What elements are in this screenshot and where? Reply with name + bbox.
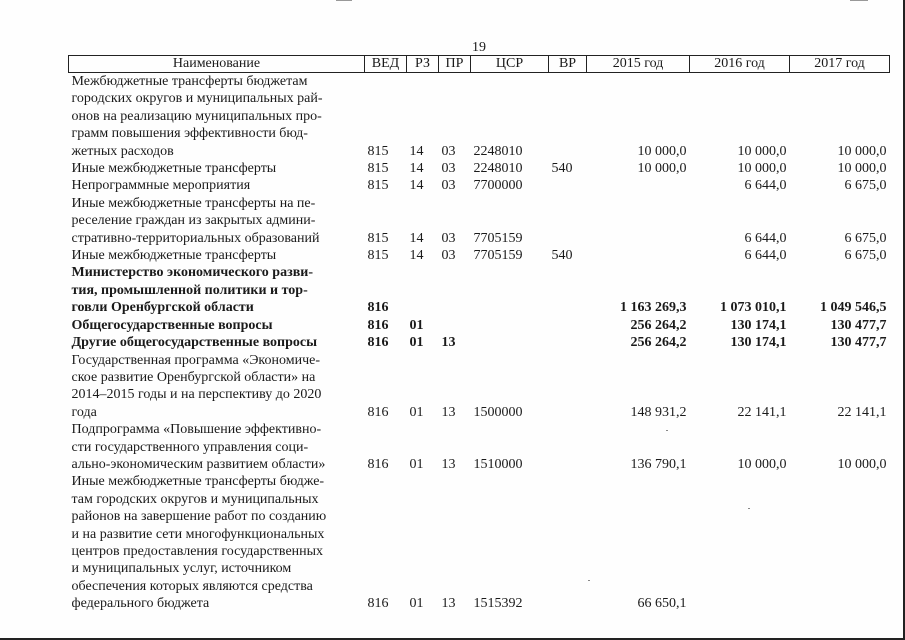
- ved-cell: 816: [367, 317, 389, 333]
- value-2015-cell: 10 000,0: [637, 161, 687, 177]
- vr-cell: [549, 317, 587, 334]
- ved-cell: 816: [367, 335, 389, 351]
- csr-cell: 2248010: [473, 161, 523, 177]
- row-name-line: говли Оренбургской области: [71, 300, 254, 316]
- row-name-line: Подпрограмма «Повышение эффективно-: [71, 422, 322, 438]
- row-name-line: городских округов и муниципальных рай-: [71, 91, 323, 107]
- value-2017-cell: 1 049 546,5: [820, 300, 887, 316]
- table-row: [69, 160, 890, 177]
- rz-cell: 14: [409, 248, 424, 264]
- csr-cell: 1500000: [473, 404, 523, 420]
- row-name-line: Иные межбюджетные трансферты: [71, 248, 277, 264]
- pr-cell: 13: [441, 404, 456, 420]
- table-row: [69, 352, 890, 422]
- rz-cell: 01: [409, 404, 424, 420]
- value-2016-cell: 10 000,0: [737, 456, 787, 472]
- row-name-cell: [69, 73, 365, 161]
- vr-cell: 540: [551, 248, 573, 264]
- value-2016-cell: [690, 473, 790, 612]
- scan-speck: [748, 508, 750, 509]
- value-2017-cell: 130 477,7: [830, 317, 887, 333]
- row-name-line: Министерство экономического разви-: [71, 265, 313, 281]
- vr-cell: [549, 473, 587, 612]
- value-2017-cell: 6 675,0: [844, 178, 887, 194]
- scan-speck: [588, 580, 590, 581]
- pr-cell: 03: [441, 248, 456, 264]
- scan-speck: [666, 430, 668, 431]
- table-row: [69, 421, 890, 473]
- row-name-cell: [69, 421, 365, 473]
- rz-cell: [407, 264, 439, 316]
- row-name-line: и на развитие сети многофункциональных: [71, 526, 325, 542]
- row-name-line: Другие общегосударственные вопросы: [71, 335, 318, 351]
- pr-cell: 03: [441, 143, 456, 159]
- ved-cell: 815: [367, 248, 389, 264]
- row-name-line: реселение граждан из закрытых админи-: [71, 213, 316, 229]
- page-number: 19: [472, 40, 486, 55]
- pr-cell: 13: [441, 456, 456, 472]
- pr-cell: 13: [441, 596, 456, 612]
- pr-cell: 03: [441, 230, 456, 246]
- rz-cell: 01: [409, 456, 424, 472]
- pr-cell: [439, 264, 471, 316]
- table-row: [69, 195, 890, 247]
- value-2016-cell: 10 000,0: [737, 143, 787, 159]
- ved-cell: 815: [367, 143, 389, 159]
- row-name-line: Межбюджетные трансферты бюджетам: [71, 74, 308, 89]
- vr-cell: [549, 177, 587, 194]
- ved-cell: 816: [367, 596, 389, 612]
- rz-cell: 01: [409, 335, 424, 351]
- csr-cell: 7705159: [473, 230, 523, 246]
- value-2015-cell: 1 163 269,3: [620, 300, 687, 316]
- row-name-cell: [69, 195, 365, 247]
- row-name-cell: [69, 473, 365, 612]
- row-name-line: ское развитие Оренбургской области» на: [71, 369, 316, 385]
- vr-cell: [549, 421, 587, 473]
- value-2015-cell: 66 650,1: [637, 596, 687, 612]
- header-2017: 2017 год: [790, 56, 890, 73]
- table-row: [69, 264, 890, 316]
- value-2017-cell: 10 000,0: [837, 161, 887, 177]
- row-name-line: года: [71, 404, 97, 420]
- value-2017-cell: 10 000,0: [837, 143, 887, 159]
- value-2017-cell: 10 000,0: [837, 456, 887, 472]
- table-header-row: [69, 56, 890, 73]
- row-name-line: 2014–2015 годы и на перспективу до 2020: [71, 387, 322, 403]
- header-csr: ЦСР: [471, 56, 549, 73]
- vr-cell: [549, 195, 587, 247]
- value-2017-cell: 130 477,7: [830, 335, 887, 351]
- pr-cell: [439, 317, 471, 334]
- ved-cell: 816: [367, 456, 389, 472]
- rz-cell: 14: [409, 230, 424, 246]
- ved-cell: 815: [367, 230, 389, 246]
- header-pr: ПР: [439, 56, 471, 73]
- csr-cell: 1510000: [473, 456, 523, 472]
- table-row: [69, 247, 890, 264]
- table-row: [69, 334, 890, 351]
- row-name-line: там городских округов и муниципальных: [71, 491, 319, 507]
- row-name-cell: [69, 334, 365, 351]
- csr-cell: 7705159: [473, 248, 523, 264]
- value-2016-cell: 22 141,1: [737, 404, 787, 420]
- vr-cell: [549, 264, 587, 316]
- row-name-line: центров предоставления государственных: [71, 543, 324, 559]
- row-name-line: Государственная программа «Экономиче-: [71, 352, 321, 368]
- csr-cell: [471, 264, 549, 316]
- value-2015-cell: 148 931,2: [630, 404, 687, 420]
- pr-cell: 03: [441, 161, 456, 177]
- rz-cell: 01: [409, 317, 424, 333]
- header-ved: ВЕД: [365, 56, 407, 73]
- header-2015: 2015 год: [587, 56, 690, 73]
- value-2015-cell: [587, 177, 690, 194]
- row-name-line: сти государственного управления соци-: [71, 439, 309, 455]
- row-name-line: грамм повышения эффективности бюд-: [71, 126, 308, 142]
- value-2015-cell: [587, 247, 690, 264]
- row-name-cell: [69, 177, 365, 194]
- table-row: [69, 177, 890, 194]
- row-name-line: жетных расходов: [71, 143, 174, 159]
- rz-cell: 14: [409, 178, 424, 194]
- csr-cell: [471, 317, 549, 334]
- row-name-line: Общегосударственные вопросы: [71, 317, 273, 333]
- value-2015-cell: [587, 195, 690, 247]
- row-name-line: ально-экономическим развитием области»: [71, 456, 326, 472]
- ved-cell: 815: [367, 161, 389, 177]
- pr-cell: 13: [441, 335, 456, 351]
- csr-cell: 1515392: [473, 596, 523, 612]
- row-name-line: обеспечения которых являются средства: [71, 578, 313, 594]
- row-name-cell: [69, 352, 365, 422]
- vr-cell: [549, 73, 587, 161]
- row-name-line: Иные межбюджетные трансферты на пе-: [71, 195, 316, 211]
- csr-cell: 7700000: [473, 178, 523, 194]
- row-name-line: федерального бюджета: [71, 596, 210, 612]
- value-2015-cell: 136 790,1: [630, 456, 687, 472]
- value-2015-cell: 256 264,2: [630, 335, 687, 351]
- scan-mark-left: [336, 0, 352, 1]
- table-row: [69, 73, 890, 161]
- vr-cell: [549, 352, 587, 422]
- value-2016-cell: 1 073 010,1: [720, 300, 787, 316]
- value-2015-cell: 256 264,2: [630, 317, 687, 333]
- pr-cell: 03: [441, 178, 456, 194]
- row-name-line: Иные межбюджетные трансферты бюдже-: [71, 474, 325, 490]
- value-2016-cell: 6 644,0: [744, 178, 787, 194]
- row-name-cell: [69, 264, 365, 316]
- vr-cell: [549, 334, 587, 351]
- value-2017-cell: 6 675,0: [844, 230, 887, 246]
- row-name-line: тия, промышленной политики и тор-: [71, 282, 308, 298]
- row-name-cell: [69, 317, 365, 334]
- value-2016-cell: 130 174,1: [730, 317, 787, 333]
- row-name-line: онов на реализацию муниципальных про-: [71, 108, 322, 124]
- table-row: [69, 317, 890, 334]
- table-row: [69, 473, 890, 612]
- rz-cell: 14: [409, 161, 424, 177]
- budget-table: [68, 55, 890, 613]
- scan-mark-right: [850, 0, 868, 1]
- row-name-cell: [69, 247, 365, 264]
- value-2016-cell: 6 644,0: [744, 248, 787, 264]
- ved-cell: 816: [367, 404, 389, 420]
- rz-cell: 01: [409, 596, 424, 612]
- ved-cell: 816: [367, 300, 389, 316]
- value-2015-cell: 10 000,0: [637, 143, 687, 159]
- rz-cell: 14: [409, 143, 424, 159]
- header-rz: РЗ: [407, 56, 439, 73]
- header-vr: ВР: [549, 56, 587, 73]
- table-body: [69, 73, 890, 613]
- ved-cell: 815: [367, 178, 389, 194]
- row-name-line: районов на завершение работ по созданию: [71, 509, 327, 525]
- row-name-line: Иные межбюджетные трансферты: [71, 161, 277, 177]
- csr-cell: 2248010: [473, 143, 523, 159]
- row-name-cell: [69, 160, 365, 177]
- header-2016: 2016 год: [690, 56, 790, 73]
- value-2017-cell: 6 675,0: [844, 248, 887, 264]
- header-name: Наименование: [69, 56, 365, 73]
- csr-cell: [471, 334, 549, 351]
- value-2017-cell: [790, 473, 890, 612]
- value-2016-cell: 130 174,1: [730, 335, 787, 351]
- value-2016-cell: 10 000,0: [737, 161, 787, 177]
- row-name-line: Непрограммные мероприятия: [71, 178, 251, 194]
- value-2017-cell: 22 141,1: [837, 404, 887, 420]
- row-name-line: и муниципальных услуг, источником: [71, 561, 292, 577]
- row-name-line: стративно-территориальных образований: [71, 230, 320, 246]
- vr-cell: 540: [551, 161, 573, 177]
- value-2016-cell: 6 644,0: [744, 230, 787, 246]
